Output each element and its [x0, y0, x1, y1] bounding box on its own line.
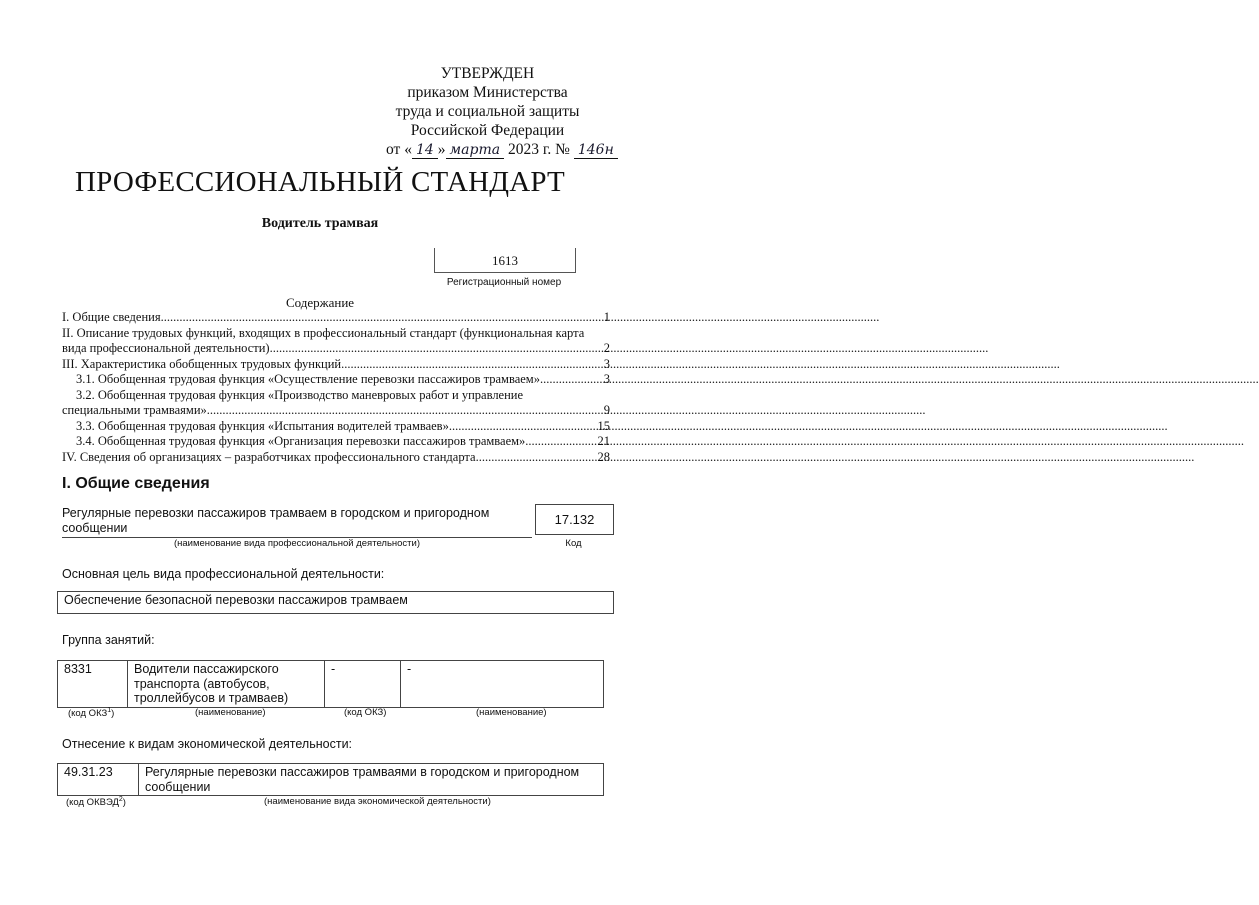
occupation-name-caption: (наименование) — [195, 707, 266, 718]
table-row — [58, 764, 604, 796]
activity-caption: (наименование вида профессиональной деятельности) — [173, 538, 421, 549]
table-of-contents — [62, 310, 610, 465]
registration-number-box: 1613 — [434, 248, 576, 273]
date-mid: » — [437, 141, 446, 158]
date-prefix: от « — [386, 141, 412, 158]
occupation-name-caption-2: (наименование) — [476, 707, 547, 718]
toc-item[interactable]: I. Общие сведения ..... 1 — [62, 310, 610, 326]
okved-code-caption: (код ОКВЭД$^2$) — [66, 796, 126, 809]
group-label: Группа занятий: — [62, 633, 155, 647]
okz-code-cell-2: - — [325, 661, 401, 708]
economic-activity-table — [57, 763, 604, 796]
economic-label: Отнесение к видам экономической деятельности: — [62, 737, 353, 751]
okz-code-caption: (код ОКЗ$^1$) — [68, 707, 115, 720]
registration-number-label: Регистрационный номер — [446, 277, 562, 288]
approval-date-line — [386, 140, 641, 160]
toc-item[interactable]: 3.1. Обобщенная трудовая функция «Осуществление перевозки пассажиров трамваем» ..... 3 — [62, 372, 610, 388]
toc-item[interactable]: III. Характеристика обобщенных трудовых функций ..... 3 — [62, 357, 610, 373]
okz-code-caption-2: (код ОКЗ) — [344, 707, 387, 718]
toc-item[interactable]: 3.4. Обобщенная трудовая функция «Организация перевозки пассажиров трамваем» ..... 21 — [62, 434, 610, 450]
activity-name: Регулярные перевозки пассажиров трамваем в городском и пригородном сообщении — [62, 506, 490, 535]
toc-item[interactable]: специальными трамваями» ..... 9 — [62, 403, 610, 419]
occupation-table — [57, 660, 604, 708]
goal-box: Обеспечение безопасной перевозки пассажиров трамваем — [57, 591, 614, 614]
toc-item[interactable]: вида профессиональной деятельности) ..... 2 — [62, 341, 610, 357]
toc-item[interactable]: 3.3. Обобщенная трудовая функция «Испытания водителей трамваев» ..... 15 — [62, 419, 610, 435]
toc-item-line: II. Описание трудовых функций, входящих в профессиональный стандарт (функциональная карта — [62, 325, 585, 340]
toc-item[interactable]: IV. Сведения об организациях – разработчиках профессионального стандарта ..... 28 — [62, 450, 610, 466]
handwritten-day: 14 — [412, 142, 438, 159]
date-year: 2023 г. № — [507, 141, 570, 158]
approval-ministry-line: труда и социальной защиты — [395, 103, 580, 120]
approval-order-line: приказом Министерства — [407, 84, 568, 101]
handwritten-month: марта — [446, 142, 505, 159]
economic-activity-caption: (наименование вида экономической деятельности) — [264, 796, 491, 807]
okved-code-cell: 49.31.23 — [58, 764, 139, 796]
approval-country-line: Российской Федерации — [410, 122, 565, 139]
document-subtitle: Водитель трамвая — [261, 216, 379, 231]
approval-title: УТВЕРЖДЕН — [440, 65, 535, 82]
okz-code-cell: 8331 — [58, 661, 128, 708]
section-heading: I. Общие сведения — [62, 475, 210, 492]
toc-heading: Содержание — [285, 295, 355, 310]
activity-code-box: 17.132 — [535, 504, 614, 535]
goal-label: Основная цель вида профессиональной деятельности: — [62, 567, 385, 581]
economic-activity-name-cell: Регулярные перевозки пассажиров трамваями в городском и пригородном сообщении — [139, 764, 604, 796]
activity-code-caption: Код — [565, 538, 582, 549]
document-title: ПРОФЕССИОНАЛЬНЫЙ СТАНДАРТ — [75, 166, 565, 198]
handwritten-number: 146н — [574, 142, 618, 159]
occupation-name-cell: Водители пассажирского транспорта (автобусов, троллейбусов и трамваев) — [128, 661, 325, 708]
approval-block — [360, 64, 615, 160]
table-row — [58, 661, 604, 708]
toc-item-line: 3.2. Обобщенная трудовая функция «Производство маневровых работ и управление — [76, 387, 524, 402]
occupation-name-cell-2: - — [401, 661, 604, 708]
